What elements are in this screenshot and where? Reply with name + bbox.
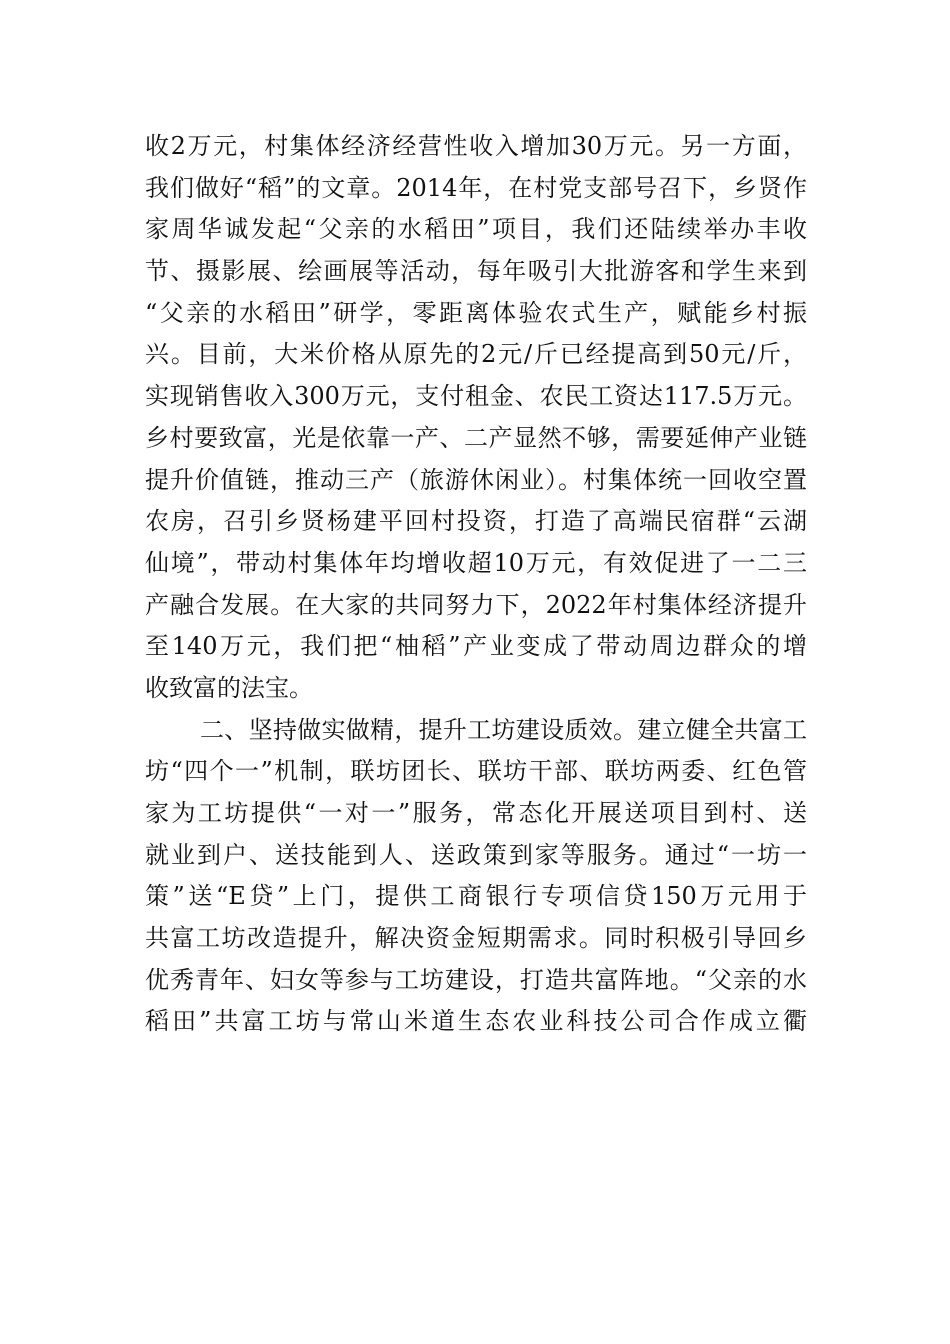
- text-line: 提升价值链，推动三产（旅游休闲业）。村集体统一回收空置: [145, 465, 807, 494]
- text-line: 仙境”，带动村集体年均增收超10万元，有效促进了一二三: [145, 548, 807, 577]
- text-line: 家为工坊提供“一对一”服务，常态化开展送项目到村、送: [145, 799, 807, 827]
- text-line: 节、摄影展、绘画展等活动，每年吸引大批游客和学生来到: [145, 257, 807, 286]
- text-line: 收2万元，村集体经济经营性收入增加30万元。另一方面，: [145, 132, 807, 160]
- text-line: “父亲的水稻田”研学，零距离体验农式生产，赋能乡村振: [145, 298, 807, 327]
- text-line: 坊“四个一”机制，联坊团长、联坊干部、联坊两委、红色管: [145, 757, 807, 786]
- text-line: 家周华诚发起“父亲的水稻田”项目，我们还陆续举办丰收: [145, 215, 807, 244]
- text-line: 至140万元，我们把“柚稻”产业变成了带动周边群众的增: [145, 632, 807, 661]
- text-line: 产融合发展。在大家的共同努力下，2022年村集体经济提升: [145, 590, 807, 619]
- text-line: 收致富的法宝。: [145, 673, 313, 702]
- paragraph-1: [145, 126, 807, 710]
- text-line: 我们做好“稻”的文章。2014年，在村党支部号召下，乡贤作: [145, 173, 807, 202]
- text-line: 兴。目前，大米价格从原先的2元/斤已经提高到50元/斤，: [145, 340, 807, 369]
- text-line: 二、坚持做实做精，提升工坊建设质效。建立健全共富工: [200, 715, 807, 744]
- document-page: [145, 126, 807, 1043]
- text-line: 实现销售收入300万元，支付租金、农民工资达117.5万元。: [145, 382, 807, 411]
- text-line: 农房，召引乡贤杨建平回村投资，打造了高端民宿群“云湖: [145, 507, 807, 536]
- text-line: 共富工坊改造提升，解决资金短期需求。同时积极引导回乡: [145, 924, 807, 953]
- text-line: 稻田”共富工坊与常山米道生态农业科技公司合作成立衢: [145, 1007, 807, 1036]
- text-line: 策”送“E贷”上门，提供工商银行专项信贷150万元用于: [145, 882, 807, 911]
- text-line: 就业到户、送技能到人、送政策到家等服务。通过“一坊一: [145, 840, 807, 869]
- paragraph-2: [145, 710, 807, 1044]
- text-line: 优秀青年、妇女等参与工坊建设，打造共富阵地。“父亲的水: [145, 965, 807, 994]
- text-line: 乡村要致富，光是依靠一产、二产显然不够，需要延伸产业链: [145, 423, 807, 452]
